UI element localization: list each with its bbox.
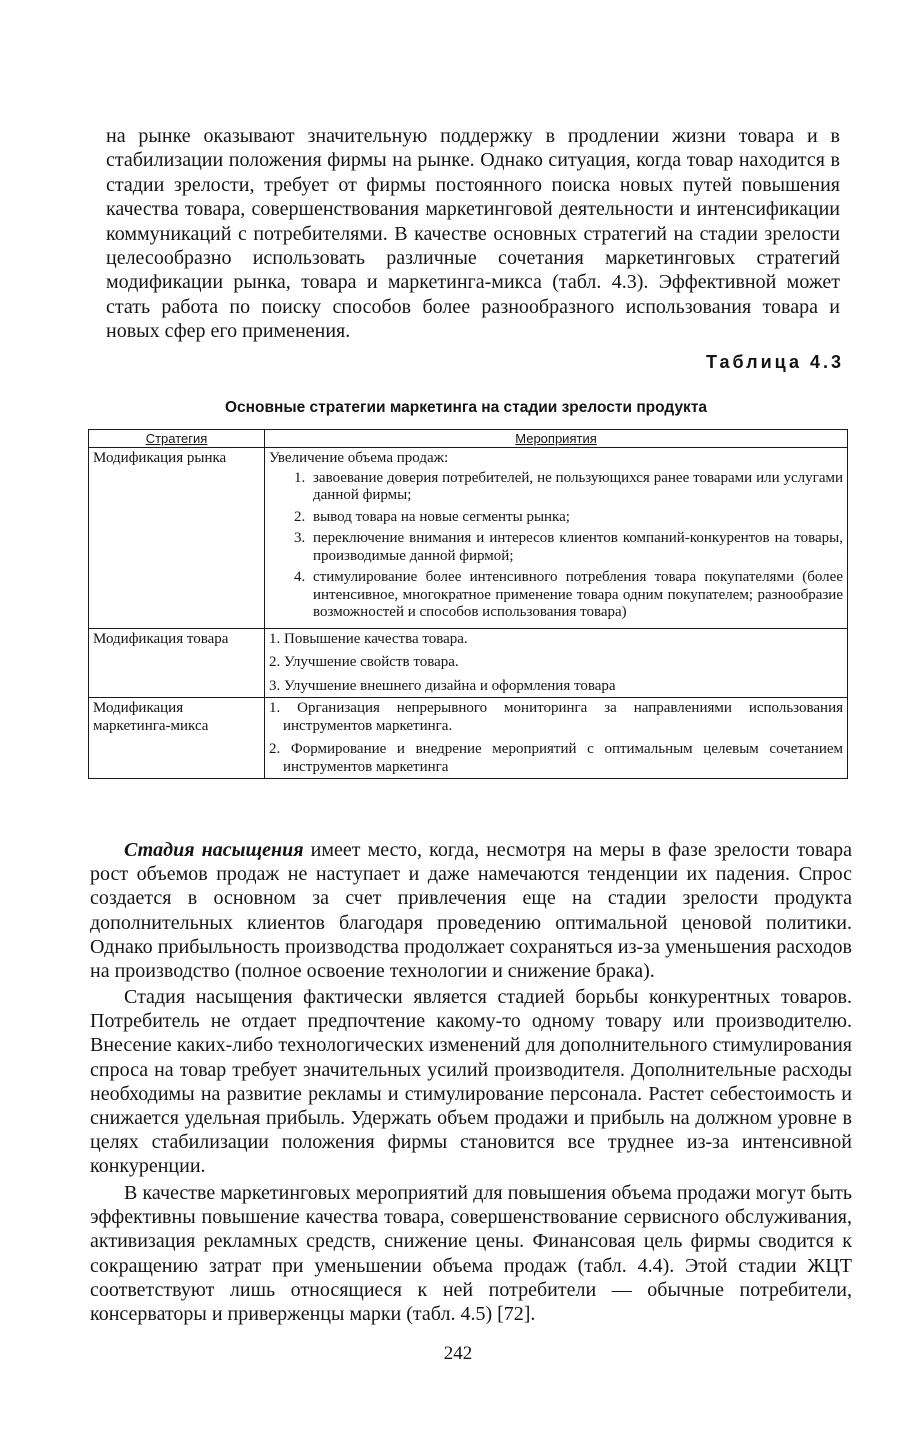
strategy-cell: Модификация рынка xyxy=(89,448,265,629)
measures-cell xyxy=(265,698,848,779)
list-item: 1. Повышение качества товара. xyxy=(269,630,468,647)
table-row xyxy=(89,698,848,779)
page-number: 242 xyxy=(443,1343,473,1364)
strategy-cell: Модификация маркетинга-микса xyxy=(89,698,265,779)
measures-lead: Увеличение объема продаж: xyxy=(269,450,449,466)
list-item: 1. Организация непрерывного мониторинга за направлениями использования инструментов маркетинга. xyxy=(269,700,843,734)
strategy-cell: Модификация товара xyxy=(89,628,265,698)
list-item: 2. Улучшение свойств товара. xyxy=(269,654,459,670)
list-item: 1. завоевание доверия потребителей, не пользующихся ранее товарами или услугами данной фирмы; xyxy=(309,470,843,505)
saturation-term: Стадия насыщения xyxy=(124,839,304,861)
table-row xyxy=(89,448,848,629)
paragraph-2: Стадия насыщения фактически является стадией борьбы конкурентных товаров. Потребитель не отдает предпочтение какому-то одному товару или производителю. Внесение каких-либо технологических изменений для дополнительного стимулирования спроса на товар требует значительных усилий производителя. Дополнительные расходы необходимы на развитие рекламы и стимулирование персонала. Растет себестоимость и снижается удельная прибыль. Удержать объем продажи и прибыль на должном уровне в целях стабилизации положения фирмы становится все труднее из-за интенсивной конкуренции. xyxy=(90,986,852,1178)
list-item: 4. стимулирование более интенсивного потребления товара покупателями (более интенсивное, многократное применение товара одним покупателем; разнообразие возможностей и способов использования товара) xyxy=(309,569,843,622)
intro-paragraph: на рынке оказывают значительную поддержку в продлении жизни товара и в стабилизации положения фирмы на рынке. Однако ситуация, когда товар находится в стадии зрелости, требует от фирмы постоянного поиска новых путей повышения качества товара, совершенствования маркетинговой деятельности и интенсификации коммуникаций с потребителями. В качестве основных стратегий на стадии зрелости целесообразно использовать различные сочетания маркетинговых стратегий модификации рынка, товара и маркетинга-микса (табл. 4.3). Эффективной может стать работа по поиску способов более разнообразного использования товара и новых сфер его применения. xyxy=(106,125,840,343)
strategies-table xyxy=(88,429,848,779)
measures-cell xyxy=(265,628,848,698)
header-measures: Мероприятия xyxy=(265,430,848,448)
list-item: 3. переключение внимания и интересов клиентов компаний-конкурентов на товары, производимые данной фирмой; xyxy=(309,530,843,565)
saturation-text: имеет место, когда, несмотря на меры в фазе зрелости товара рост объемов продаж не наступает и даже намечаются тенденции их падения. Спрос создается в основном за счет привлечения еще на стадии зрелости продукта дополнительных клиентов благодаря проведению оптимальной ценовой политики. Однако прибыльность производства продолжает сохраняться из-за уменьшения расходов на производство (полное освоение технологии и снижение брака). xyxy=(90,839,852,983)
saturation-paragraph xyxy=(90,838,852,983)
table-caption: Основные стратегии маркетинга на стадии зрелости продукта xyxy=(224,399,708,416)
list-item: 3. Улучшение внешнего дизайна и оформления товара xyxy=(269,677,616,694)
header-strategy: Стратегия xyxy=(89,430,265,448)
list-item: 2. Формирование и внедрение мероприятий с оптимальным целевым сочетанием инструментов маркетинга xyxy=(269,741,843,775)
table-row xyxy=(89,628,848,698)
list-item: 2. вывод товара на новые сегменты рынка; xyxy=(309,509,843,527)
table-label: Таблица 4.3 xyxy=(705,352,844,372)
measures-list xyxy=(269,470,843,622)
paragraph-3: В качестве маркетинговых мероприятий для повышения объема продажи могут быть эффективны повышение качества товара, совершенствование сервисного обслуживания, активизация рекламных средств, снижение цены. Финансовая цель фирмы сводится к сокращению затрат при уменьшении объема продаж (табл. 4.4). Этой стадии ЖЦТ соответствуют лишь относящиеся к ней потребители — обычные потребители, консерваторы и приверженцы марки (табл. 4.5) [72]. xyxy=(90,1182,852,1326)
measures-cell xyxy=(265,448,848,629)
table-header-row xyxy=(89,430,848,448)
